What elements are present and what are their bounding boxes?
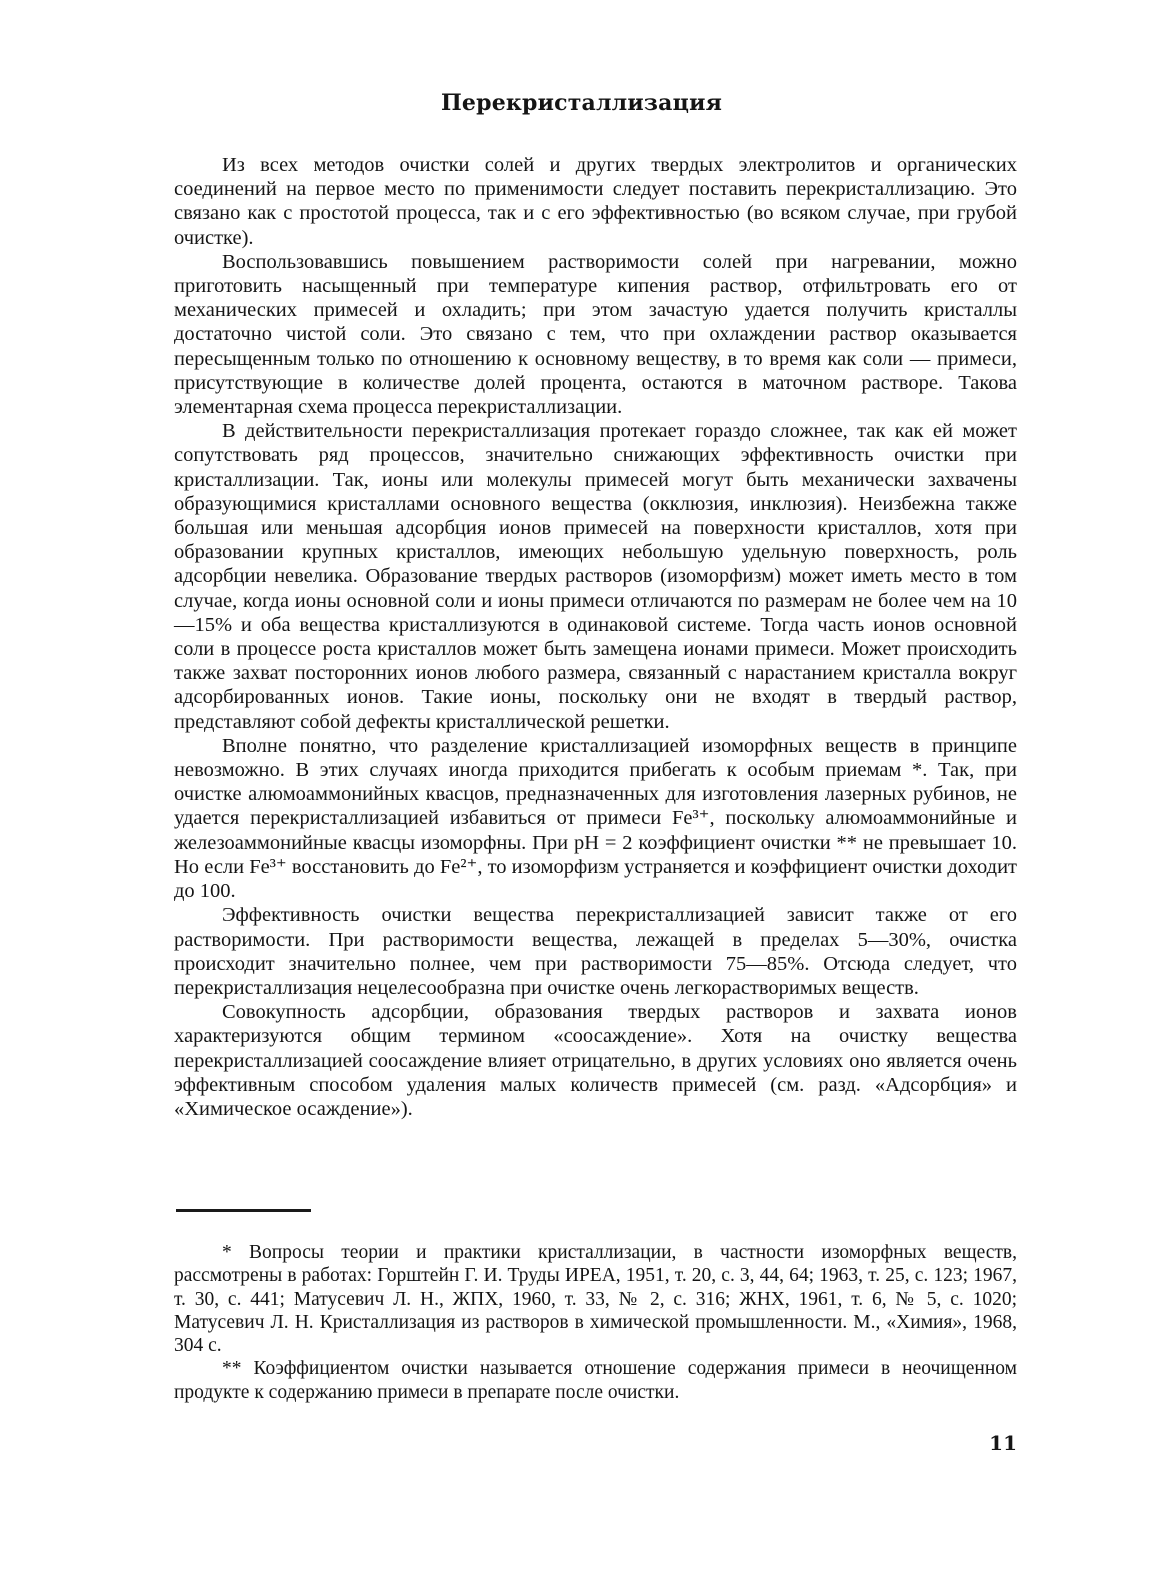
footnote: * Вопросы теории и практики кристаллизации, в частности изоморфных веществ, рассмотрены в работах: Горштейн Г. И. Труды ИРЕА, 1951, т. 20, с. 3, 44, 64; 1963, т. 25, с. 123; 1967, т. 30, с. 441; Матусевич Л. Н., ЖПХ, 1960, т. 33, № 2, с. 316; ЖНХ, 1961, т. 6, № 5, с. 1020; Матусевич Л. Н. Кристаллизация из растворов в химической промышленности. М., «Химия», 1968, 304 с. <box>174 1242 1017 1357</box>
paragraph: В действительности перекристаллизация протекает гораздо сложнее, так как ей может сопутствовать ряд процессов, значительно снижающих эффективность очистки при кристаллизации. Так, ионы или молекулы примесей могут быть механически захвачены образующимися кристаллами основного вещества (окклюзия, инклюзия). Неизбежна также большая или меньшая адсорбция ионов примесей на поверхности кристаллов, хотя при образовании крупных кристаллов, имеющих небольшую удельную поверхность, роль адсорбции невелика. Образование твердых растворов (изоморфизм) может иметь место в том случае, когда ионы основной соли и ионы примеси отличаются по размерам не более чем на 10—15% и оба вещества кристаллизуются в одинаковой системе. Тогда часть ионов основной соли в процессе роста кристаллов может быть замещена ионами примеси. Может происходить также захват посторонних ионов любого размера, связанный с нарастанием кристалла вокруг адсорбированных ионов. Такие ионы, поскольку они не входят в твердый раствор, представляют собой дефекты кристаллической решетки. <box>174 420 1017 733</box>
footnote-separator <box>176 1209 311 1212</box>
page-number: 11 <box>989 1431 1017 1455</box>
paragraph: Эффективность очистки вещества перекристаллизацией зависит также от его растворимости. При растворимости вещества, лежащей в пределах 5—30%, очистка происходит значительно полнее, чем при растворимости 75—85%. Отсюда следует, что перекристаллизация нецелесообразна при очистке очень легкорастворимых веществ. <box>174 904 1017 999</box>
paragraph: Из всех методов очистки солей и других твердых электролитов и органических соединений на первое место по применимости следует поставить перекристаллизацию. Это связано как с простотой процесса, так и с его эффективностью (во всяком случае, при грубой очистке). <box>174 154 1017 249</box>
paragraph: Совокупность адсорбции, образования твердых растворов и захвата ионов характеризуются общим термином «соосаждение». Хотя на очистку вещества перекристаллизацией соосаждение влияет отрицательно, в других условиях оно является очень эффективным способом удаления малых количеств примесей (см. разд. «Адсорбция» и «Химическое осаждение»). <box>174 1001 1017 1120</box>
paragraph: Воспользовавшись повышением растворимости солей при нагревании, можно приготовить насыщенный при температуре кипения раствор, отфильтровать его от механических примесей и охладить; при этом зачастую удается получить кристаллы достаточно чистой соли. Это связано с тем, что при охлаждении раствор оказывается пересыщенным только по отношению к основному веществу, в то время как соли — примеси, присутствующие в количестве долей процента, остаются в маточном растворе. Такова элементарная схема процесса перекристаллизации. <box>174 250 1017 419</box>
footnote: ** Коэффициентом очистки называется отношение содержания примеси в неочищенном продукте к содержанию примеси в препарате после очистки. <box>174 1358 1017 1403</box>
section-title: Перекристаллизация <box>440 90 723 116</box>
paragraph: Вполне понятно, что разделение кристаллизацией изоморфных веществ в принципе невозможно. В этих случаях иногда приходится прибегать к особым приемам *. Так, при очистке алюмоаммонийных квасцов, предназначенных для изготовления лазерных рубинов, не удается перекристаллизацией избавиться от примеси Fe³⁺, поскольку алюмоаммонийные и железоаммонийные квасцы изоморфны. При pH = 2 коэффициент очистки ** не превышает 10. Но если Fe³⁺ восстановить до Fe²⁺, то изоморфизм устраняется и коэффициент очистки доходит до 100. <box>174 734 1017 903</box>
footnotes <box>174 1241 1017 1404</box>
main-text <box>174 153 1017 1121</box>
